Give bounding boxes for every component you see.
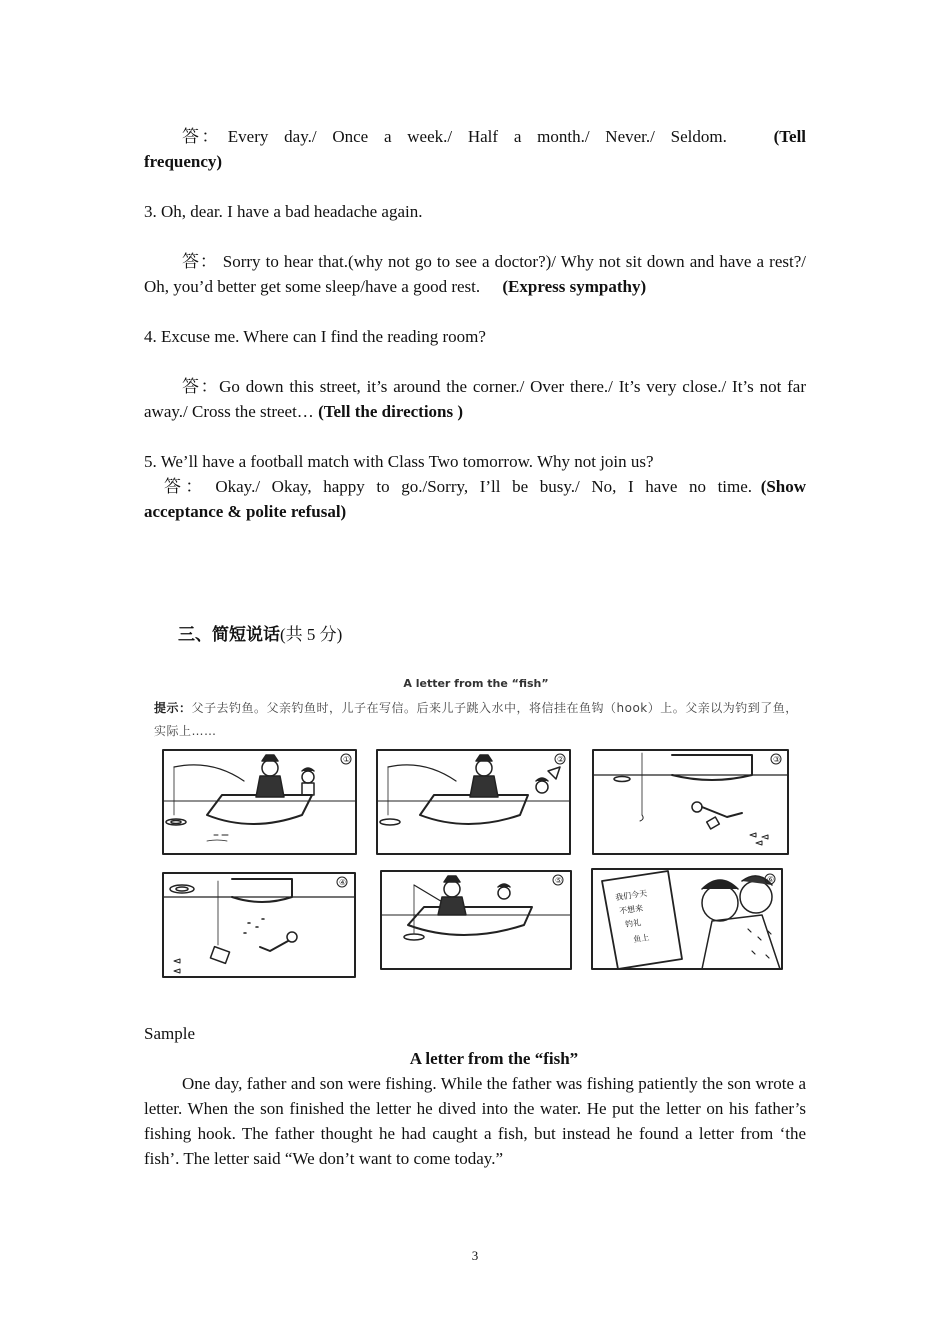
- question-4: 4. Excuse me. Where can I find the reading room?: [144, 327, 486, 346]
- answer-text: Go down this street, it’s around the corner./ Over there./ It’s very close./ It’s not far away./ Cross the street…: [144, 377, 807, 421]
- answer-function: (Tell frequency): [144, 127, 807, 171]
- figure-title: A letter from the “fish”: [403, 677, 549, 690]
- answer-3: [144, 249, 806, 299]
- answer-prefix: 答：: [182, 127, 222, 146]
- panel-number-5: ⑤: [555, 876, 563, 885]
- section-title: 三、简短说话: [178, 625, 280, 644]
- answer-text: Sorry to hear that.(why not go to see a doctor?)/ Why not sit down and have a rest?/ Oh, you’d better get some sleep/have a good rest.: [144, 252, 806, 296]
- letter-line-3: 钓礼: [624, 917, 642, 930]
- answer-prefix: 答：: [182, 377, 220, 396]
- sample-title: A letter from the “fish”: [409, 1049, 579, 1068]
- question-3: 3. Oh, dear. I have a bad headache again.: [144, 202, 423, 221]
- answer-text: Every day./ Once a week./ Half a month./ Never./ Seldom.: [227, 127, 727, 146]
- answer-4: [144, 374, 806, 424]
- answer-5: [144, 474, 806, 524]
- comic-panel-2: [377, 750, 570, 854]
- panel-number-4: ④: [339, 878, 347, 887]
- hint-label: 提示：: [154, 701, 192, 715]
- panel-number-2: ②: [557, 755, 565, 764]
- sample-body: One day, father and son were fishing. While the father was fishing patiently the son wrote a letter. When the son finished the letter he dived into the water. He put the letter on his father’s fishing hook. The father thought he had caught a fish, but instead he found a letter from ‘the fish’. The letter said “We don’t want to come today.”: [144, 1074, 806, 1168]
- page-number: 3: [471, 1248, 479, 1263]
- panel-number-1: ①: [343, 755, 351, 764]
- comic-panel-5: [381, 871, 571, 969]
- answer-function: (Show acceptance & polite refusal): [144, 477, 807, 521]
- comic-panel-1: [163, 750, 356, 854]
- question-5: 5. We’ll have a football match with Class Two tomorrow. Why not join us?: [144, 452, 654, 471]
- panel-number-6: ⑥: [767, 875, 775, 884]
- sample-label: Sample: [144, 1024, 195, 1043]
- answer-function: (Express sympathy): [502, 277, 647, 296]
- answer-text: Okay./ Okay, happy to go./Sorry, I’ll be busy./ No, I have no time.: [215, 477, 753, 496]
- answer-prefix: 答：: [182, 252, 218, 271]
- answer-function: (Tell the directions ): [318, 402, 464, 421]
- answer-prefix: 答：: [164, 477, 207, 496]
- letter-line-4: 鱼上: [632, 932, 650, 945]
- comic-panel-6: [592, 869, 782, 969]
- letter-in-panel: [615, 888, 654, 946]
- comic-panel-4: [163, 873, 355, 977]
- letter-line-1: 我们今天: [614, 888, 648, 903]
- panel-number-3: ③: [773, 755, 781, 764]
- answer-2: [144, 124, 806, 174]
- comic-strip: [152, 675, 800, 985]
- section-points: (共 5 分): [280, 625, 343, 644]
- hint-text: 父子去钓鱼。父亲钓鱼时，儿子在写信。后来儿子跳入水中，将信挂在鱼钩（hook）上。父亲以为钓到了鱼，实际上……: [154, 701, 798, 738]
- letter-line-2: 不想来: [618, 903, 644, 916]
- comic-figure: [152, 675, 800, 985]
- comic-panel-3: [593, 750, 788, 854]
- section-heading: [178, 622, 342, 647]
